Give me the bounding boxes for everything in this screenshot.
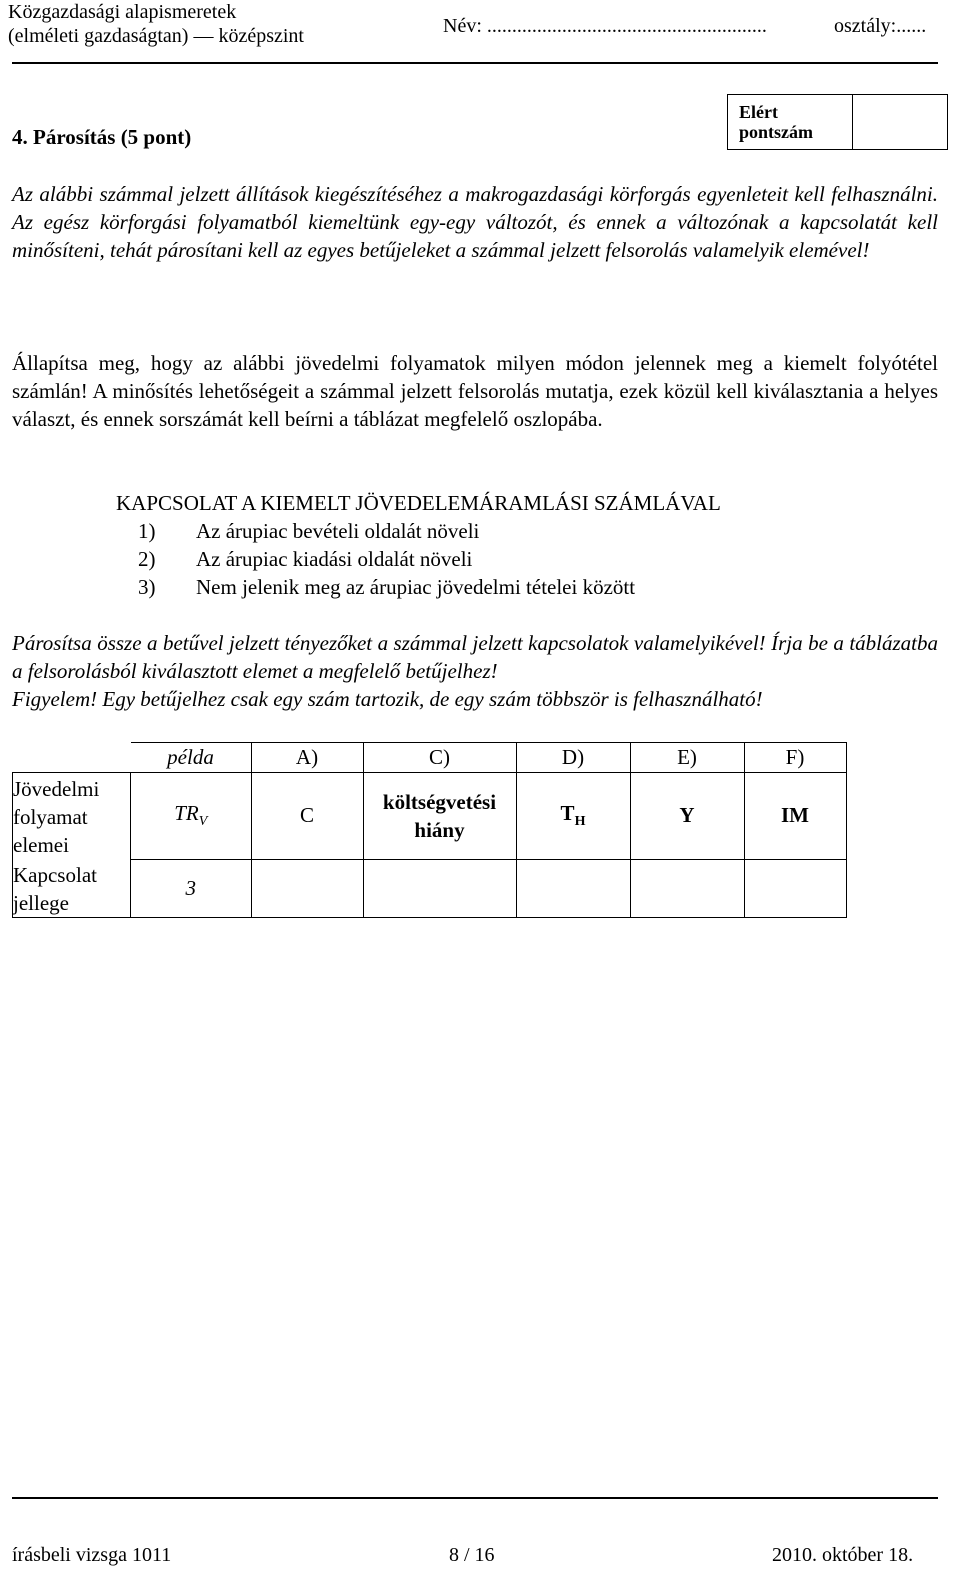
row-label-items: Jövedelmi folyamat elemei [13,773,131,860]
score-label-line2: pontszám [739,122,814,142]
option-num: 1) [138,519,156,543]
answer-c[interactable] [363,859,516,918]
option-text: Az árupiac kiadási oldalát növeli [196,547,473,571]
item-d-sub: H [574,814,586,830]
option-text: Az árupiac bevételi oldalát növeli [196,519,480,543]
table-answers-row [13,859,847,918]
footer-rule [12,1497,938,1499]
item-e: Y [630,773,744,860]
col-head-e: E) [630,743,744,773]
instructions-paragraph: Állapítsa meg, hogy az alábbi jövedelmi folyamatok milyen módon jelennek meg a kiemelt folyótétel számlán! A minősítés lehetőségeit a számmal jelzett felsorolás mutatja, ezek közül kell kiválasztania a helyes választ, és ennek sorszámát kell beírni a táblázat megfelelő oszlopába. [12,351,938,431]
row-label-answers: Kapcsolat jellege [13,859,131,918]
header-rule [12,62,938,64]
header-class-field: osztály:...... [834,15,927,37]
item-example-sub: V [198,814,208,830]
header-name-field: Név: ........................................................ [443,15,767,37]
table-corner [13,743,131,773]
item-d [516,773,630,860]
item-f: IM [744,773,846,860]
item-example [131,773,252,860]
col-head-example: példa [131,743,252,773]
answer-example: 3 [131,859,252,918]
table-header-row [13,743,847,773]
col-head-d: D) [516,743,630,773]
item-example-main: TR [174,801,199,826]
header-subject-line1: Közgazdasági alapismeretek [8,1,237,23]
answer-d[interactable] [516,859,630,918]
options-heading: KAPCSOLAT A KIEMELT JÖVEDELEMÁRAMLÁSI SZÁMLÁVAL [116,491,721,515]
answer-f[interactable] [744,859,846,918]
header-subject-line2: (elméleti gazdaságtan) — középszint [8,25,304,47]
item-a: C [251,773,363,860]
intro-paragraph: Az alábbi számmal jelzett állítások kiegészítéséhez a makrogazdasági körforgás egyenleteit kell felhasználni. Az egész körforgási folyamatból kiemeltünk egy-egy változót, és ennek a változónak a kapcsolatát kell minősíteni, tehát párosítani kell az egyes betűjeleket a számmal jelzett felsorolás valamelyik elemével! [12,182,938,262]
answer-a[interactable] [251,859,363,918]
option-text: Nem jelenik meg az árupiac jövedelmi tételei között [196,575,636,599]
footer-exam: írásbeli vizsga 1011 [12,1544,172,1566]
col-head-c: C) [363,743,516,773]
option-item-3 [138,573,635,601]
col-head-f: F) [744,743,846,773]
option-item-1 [138,517,479,545]
score-label-line1: Elért [739,102,778,122]
answer-e[interactable] [630,859,744,918]
item-d-main: T [560,801,575,826]
score-box [727,94,948,150]
score-label [728,95,853,149]
option-item-2 [138,545,472,573]
table-items-row [13,773,847,860]
task-title: 4. Párosítás (5 pont) [12,125,192,149]
pairing-instructions: Párosítsa össze a betűvel jelzett tényezőket a számmal jelzett kapcsolatok valamelyikével! Írja be a táblázatba a felsorolásból kiválasztott elemet a megfelelő betűjelhez! [12,631,938,683]
footer-page: 8 / 16 [449,1544,495,1566]
option-num: 3) [138,575,156,599]
item-c: költségvetési hiány [363,773,516,860]
footer-date: 2010. október 18. [772,1544,914,1566]
warning-text: Figyelem! Egy betűjelhez csak egy szám tartozik, de egy szám többször is felhasználható! [12,687,763,711]
col-head-a: A) [251,743,363,773]
score-value-field[interactable] [854,95,947,149]
matching-table [12,742,847,918]
option-num: 2) [138,547,156,571]
